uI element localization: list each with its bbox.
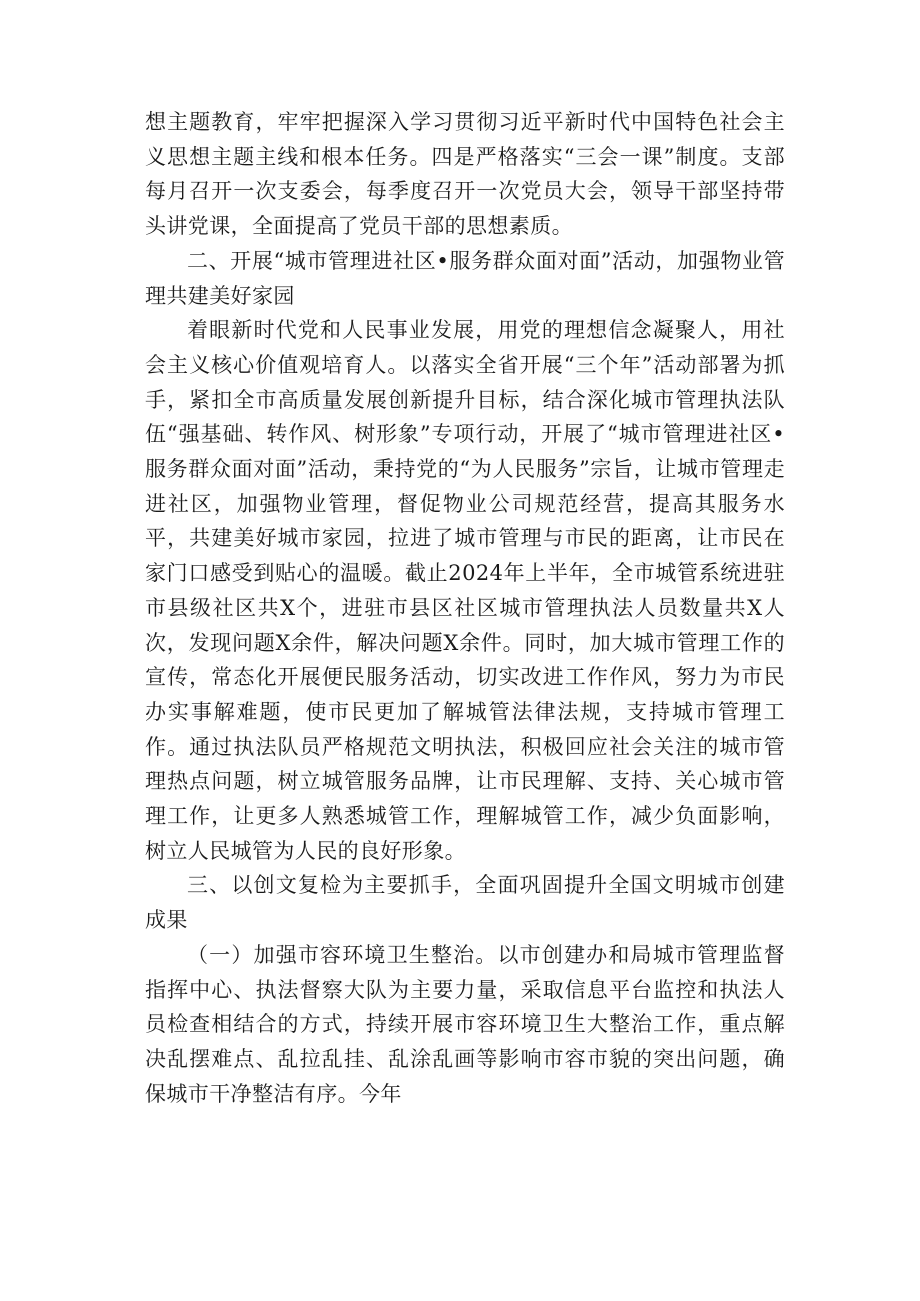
section-heading-3: 三、以创文复检为主要抓手，全面巩固提升全国文明城市创建成果 xyxy=(145,873,785,933)
paragraph-5: （一）加强市容环境卫生整治。以市创建办和局城市管理监督指挥中心、执法督察大队为主要力量，采取信息平台监控和执法人员检查相结合的方式，持续开展市容环境卫生大整治工作，重点解决乱摆难点、乱拉乱挂、乱涂乱画等影响市容市貌的突出问题，确保城市干净整洁有序。今年 xyxy=(145,942,785,1106)
section-heading-2: 二、开展“城市管理进社区•服务群众面对面”活动，加强物业管理共建美好家园 xyxy=(145,248,785,308)
paragraph-3: 着眼新时代党和人民事业发展，用党的理想信念凝聚人，用社会主义核心价值观培育人。以落实全省开展“三个年”活动部署为抓手，紧扣全市高质量发展创新提升目标，结合深化城市管理执法队伍“强基础、转作风、树形象”专项行动，开展了“城市管理进社区•服务群众面对面”活动，秉持党的“为人民服务”宗旨，让城市管理走进社区，加强物业管理，督促物业公司规范经营，提高其服务水平，共建美好城市家园，拉进了城市管理与市民的距离，让市民在家门口感受到贴心的温暖。截止2024年上半年，全市城管系统进驻市县级社区共X个，进驻市县区社区城市管理执法人员数量共X人次，发现问题X余件，解决问题X余件。同时，加大城市管理工作的宣传，常态化开展便民服务活动，切实改进工作作风，努力为市民办实事解难题，使市民更加了解城管法律法规，支持城市管理工作。通过执法队员严格规范文明执法，积极回应社会关注的城市管理热点问题，树立城管服务品牌，让市民理解、支持、关心城市管理工作，让更多人熟悉城管工作，理解城管工作，减少负面影响，树立人民城管为人民的良好形象。 xyxy=(145,318,785,863)
paragraph-1: 想主题教育，牢牢把握深入学习贯彻习近平新时代中国特色社会主义思想主题主线和根本任务。四是严格落实“三会一课”制度。支部每月召开一次支委会，每季度召开一次党员大会，领导干部坚持带头讲党课，全面提高了党员干部的思想素质。 xyxy=(145,110,785,239)
document-body xyxy=(145,105,785,1111)
